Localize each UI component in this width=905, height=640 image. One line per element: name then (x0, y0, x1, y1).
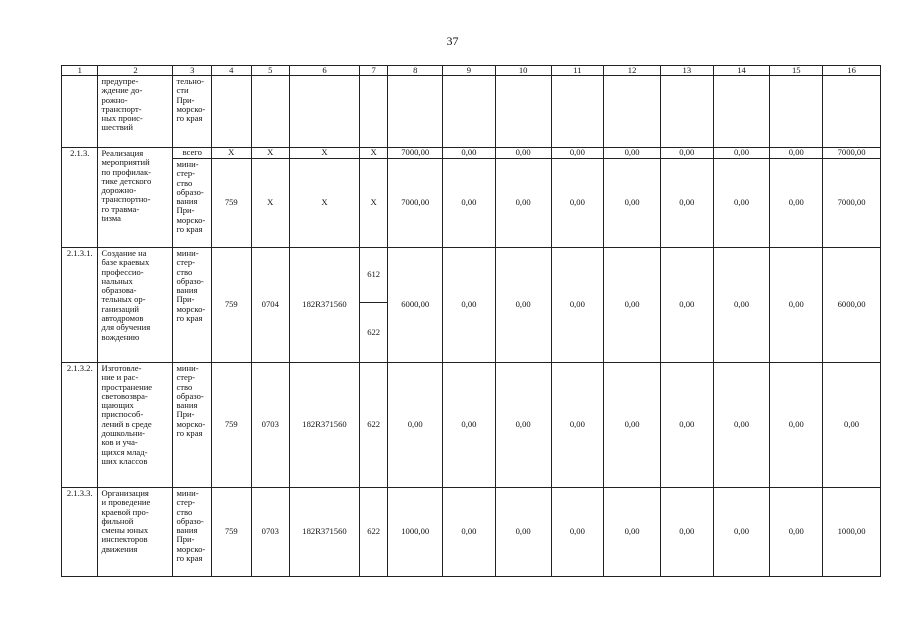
section-code: X (251, 159, 290, 248)
amount-cell: 0,00 (823, 363, 881, 488)
grbs-code: 759 (212, 488, 252, 577)
executor-name: мини- стер- ство образо- вания При- морско- го края (173, 159, 212, 248)
amount-cell: 0,00 (551, 363, 604, 488)
amount-cell: 1000,00 (388, 488, 443, 577)
section-code: 0703 (251, 488, 290, 577)
value-cell (770, 76, 823, 148)
column-number: 3 (173, 66, 212, 76)
value-cell (251, 76, 290, 148)
value-cell (359, 76, 387, 148)
expense-type-code: 622 (359, 303, 387, 363)
amount-cell: 0,00 (604, 248, 661, 363)
table-row-continuation (62, 76, 881, 148)
value-cell (443, 76, 496, 148)
column-number: 10 (495, 66, 551, 76)
page-number: 37 (446, 34, 459, 48)
grbs-code: 759 (212, 248, 252, 363)
amount-cell: 0,00 (443, 159, 496, 248)
amount-cell: 7000,00 (388, 159, 443, 248)
amount-cell: 0,00 (660, 148, 713, 159)
measure-name: предупре- ждение до- рожно- транспорт- ных проис- шествий (98, 76, 173, 148)
column-number: 6 (290, 66, 360, 76)
executor-name: мини- стер- ство образо- вания При- морско- го края (173, 363, 212, 488)
column-number: 8 (388, 66, 443, 76)
amount-cell: 0,00 (770, 363, 823, 488)
expense-type-code: 622 (359, 488, 387, 577)
column-number: 7 (359, 66, 387, 76)
amount-cell: 0,00 (443, 248, 496, 363)
column-number: 9 (443, 66, 496, 76)
amount-cell: 6000,00 (823, 248, 881, 363)
amount-cell: 0,00 (770, 248, 823, 363)
table-row-2-1-3-1 (62, 248, 881, 303)
amount-cell: 0,00 (770, 148, 823, 159)
row-id: 2.1.3.3. (62, 488, 98, 577)
column-number: 12 (604, 66, 661, 76)
expense-type-code: X (359, 148, 387, 159)
grbs-code: X (212, 148, 252, 159)
amount-cell: 7000,00 (823, 148, 881, 159)
table-row-2-1-3-2 (62, 363, 881, 488)
amount-cell: 0,00 (495, 488, 551, 577)
amount-cell: 0,00 (495, 159, 551, 248)
amount-cell: 0,00 (388, 363, 443, 488)
amount-cell: 0,00 (551, 488, 604, 577)
amount-cell: 0,00 (551, 248, 604, 363)
amount-cell: 0,00 (443, 363, 496, 488)
amount-cell: 0,00 (495, 148, 551, 159)
table-row-2-1-3-total (62, 148, 881, 159)
value-cell (290, 76, 360, 148)
amount-cell: 0,00 (713, 159, 770, 248)
column-number: 4 (212, 66, 252, 76)
amount-cell: 0,00 (551, 148, 604, 159)
amount-cell: 0,00 (713, 363, 770, 488)
expense-type-code: 612 (359, 248, 387, 303)
column-number: 5 (251, 66, 290, 76)
amount-cell: 0,00 (770, 488, 823, 577)
amount-cell: 0,00 (713, 248, 770, 363)
target-code: 182R371560 (290, 363, 360, 488)
amount-cell: 0,00 (770, 159, 823, 248)
amount-cell: 0,00 (713, 148, 770, 159)
section-code: 0704 (251, 248, 290, 363)
column-number-row (62, 66, 881, 76)
measure-name: Реализация мероприятий по профилак- тике детского дорожно- транспортно- го травма- tизма (98, 148, 173, 248)
amount-cell: 0,00 (443, 488, 496, 577)
amount-cell: 0,00 (660, 363, 713, 488)
measure-name: Организация и проведение краевой про- фильной смены юных инспекторов движения (98, 488, 173, 577)
value-cell (660, 76, 713, 148)
expense-type-code: X (359, 159, 387, 248)
amount-cell: 0,00 (660, 488, 713, 577)
value-cell (551, 76, 604, 148)
column-number: 15 (770, 66, 823, 76)
column-number: 13 (660, 66, 713, 76)
amount-cell: 0,00 (604, 363, 661, 488)
section-code: 0703 (251, 363, 290, 488)
amount-cell: 0,00 (604, 148, 661, 159)
column-number: 16 (823, 66, 881, 76)
value-cell (604, 76, 661, 148)
value-cell (495, 76, 551, 148)
amount-cell: 0,00 (604, 159, 661, 248)
row-id-cell (62, 76, 98, 148)
amount-cell: 7000,00 (388, 148, 443, 159)
executor-total-label: всего (173, 148, 212, 159)
amount-cell: 0,00 (495, 363, 551, 488)
value-cell (388, 76, 443, 148)
amount-cell: 7000,00 (823, 159, 881, 248)
executor-name: тельно- сти При- морско- го края (173, 76, 212, 148)
target-code: 182R371560 (290, 488, 360, 577)
budget-table (61, 65, 881, 577)
row-id: 2.1.3.2. (62, 363, 98, 488)
amount-cell: 1000,00 (823, 488, 881, 577)
amount-cell: 0,00 (660, 248, 713, 363)
amount-cell: 0,00 (660, 159, 713, 248)
amount-cell: 0,00 (713, 488, 770, 577)
executor-name: мини- стер- ство образо- вания При- морско- го края (173, 488, 212, 577)
section-code: X (251, 148, 290, 159)
row-id: 2.1.3.1. (62, 248, 98, 363)
measure-name: Изготовле- ние и рас- пространение световозвра- щающих приспособ- лений в среде дошкольни- ков и уча- щихся млад- ших классов (98, 363, 173, 488)
table-row-2-1-3-3 (62, 488, 881, 577)
target-code: 182R371560 (290, 248, 360, 363)
executor-name: мини- стер- ство образо- вания При- морско- го края (173, 248, 212, 363)
column-number: 1 (62, 66, 98, 76)
column-number: 2 (98, 66, 173, 76)
amount-cell: 0,00 (495, 248, 551, 363)
column-number: 11 (551, 66, 604, 76)
value-cell (212, 76, 252, 148)
table-row-2-1-3-ministry (62, 159, 881, 248)
amount-cell: 0,00 (604, 488, 661, 577)
grbs-code: 759 (212, 159, 252, 248)
row-id: 2.1.3. (62, 148, 98, 248)
grbs-code: 759 (212, 363, 252, 488)
expense-type-code: 622 (359, 363, 387, 488)
amount-cell: 0,00 (551, 159, 604, 248)
amount-cell: 0,00 (443, 148, 496, 159)
value-cell (713, 76, 770, 148)
measure-name: Создание на базе краевых профессио- нальных образова- тельных ор- ганизаций автодромов для обучения вождению (98, 248, 173, 363)
amount-cell: 6000,00 (388, 248, 443, 363)
target-code: X (290, 148, 360, 159)
value-cell (823, 76, 881, 148)
target-code: X (290, 159, 360, 248)
column-number: 14 (713, 66, 770, 76)
